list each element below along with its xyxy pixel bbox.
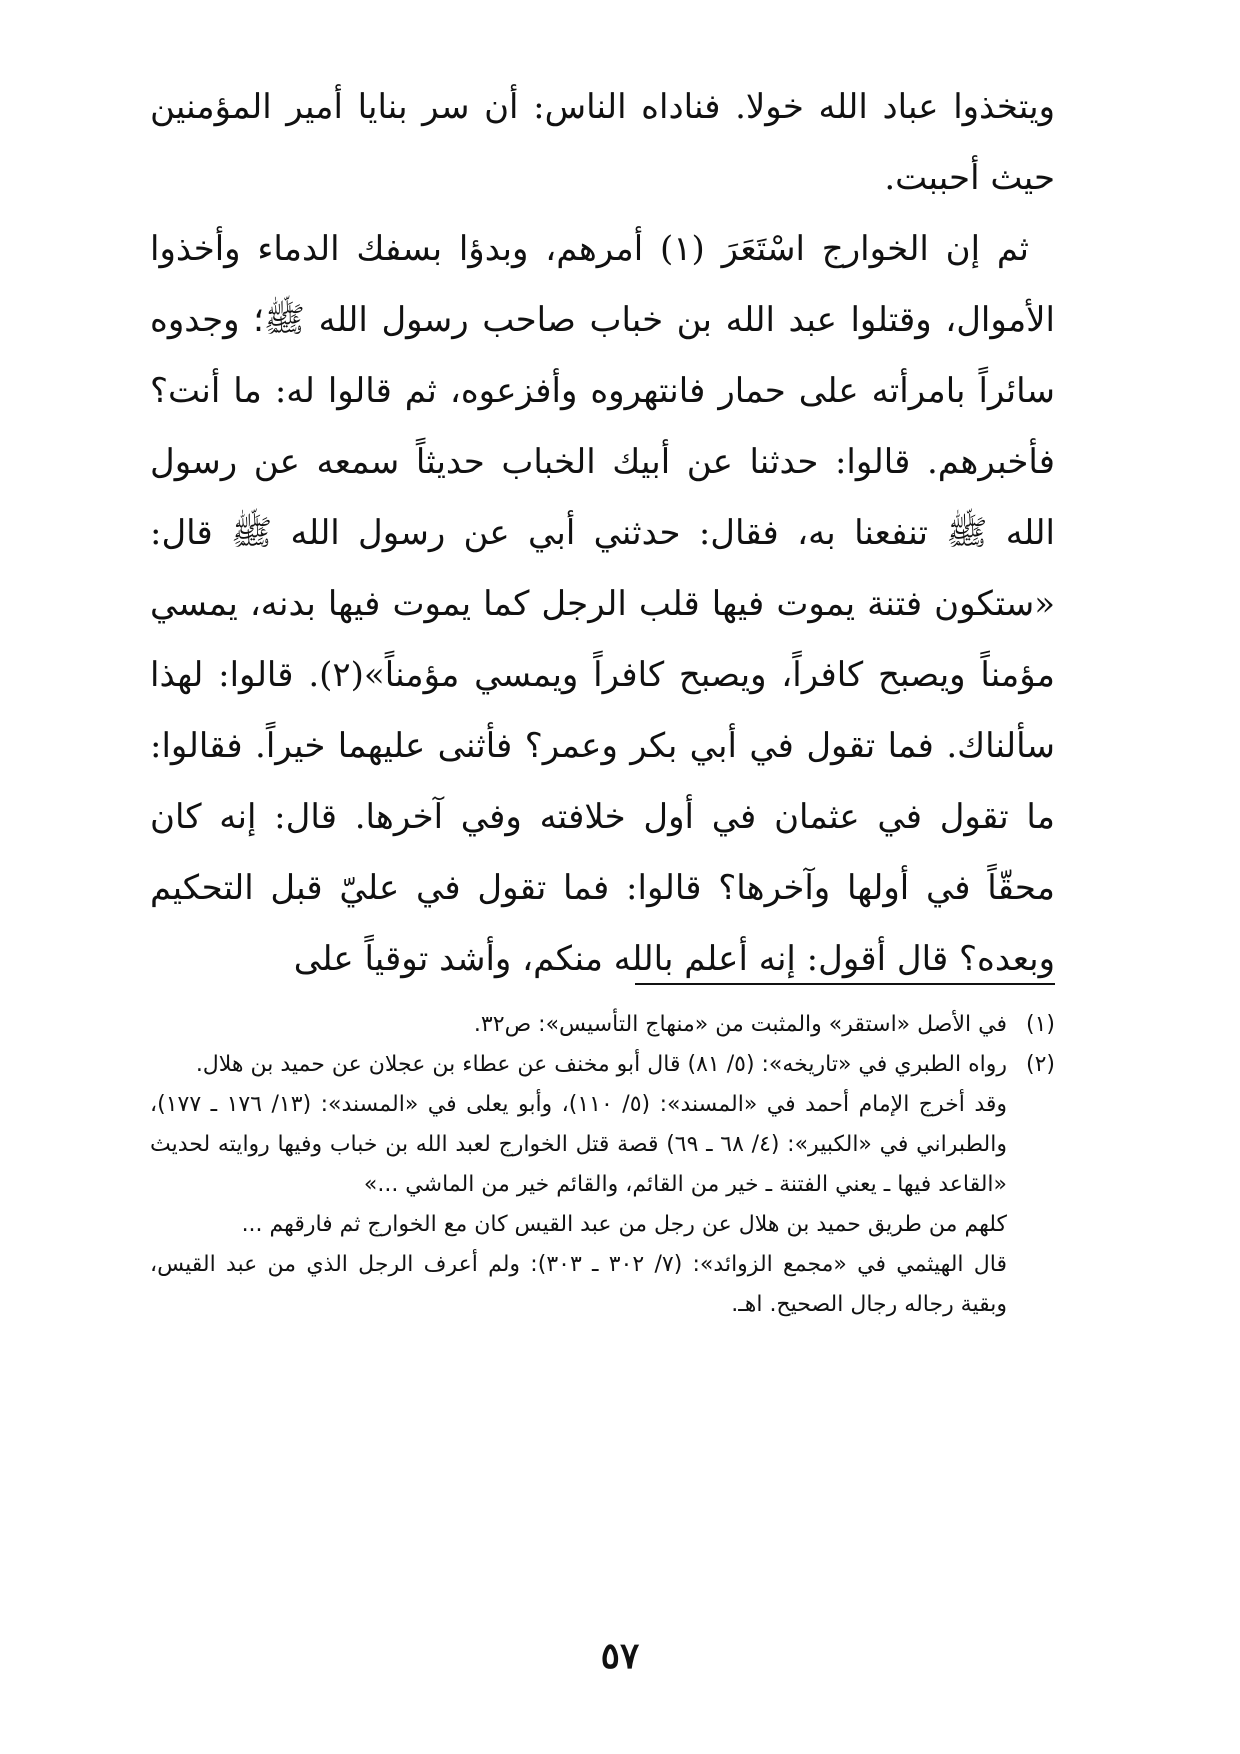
paragraph-1: ويتخذوا عباد الله خولا. فناداه الناس: أن سر بنايا أمير المؤمنين حيث أحببت.: [150, 87, 1055, 198]
footnote-1: [150, 1005, 1055, 1045]
footnote-continuation-line: قال الهيثمي في «مجمع الزوائد»: (٧/ ٣٠٢ ـ ٣٠٣): ولم أعرف الرجل الذي من عبد القيس، وبقية رجاله رجال الصحيح. اهـ.: [150, 1252, 1007, 1317]
footnote-separator: [635, 983, 1055, 985]
footnote-continuation-line: وقد أخرج الإمام أحمد في «المسند»: (٥/ ١١٠)، وأبو يعلى في «المسند»: (١٣/ ١٧٦ ـ ١٧٧)، والطبراني في «الكبير»: (٤/ ٦٨ ـ ٦٩) قصة قتل الخوارج لعبد الله بن خباب وفيها روايته لحديث «القاعد فيها ـ يعني الفتنة ـ خير من القائم، والقائم خير من الماشي ...»: [150, 1092, 1008, 1197]
footnote-continuation-line: كلهم من طريق حميد بن هلال عن رجل من عبد القيس كان مع الخوارج ثم فارقهم ...: [241, 1212, 1007, 1237]
footnote-number: (١): [1025, 1012, 1055, 1037]
footnote-2-text: رواه الطبري في «تاريخه»: (٥/ ٨١) قال أبو مخنف عن عطاء بن عجلان عن حميد بن هلال.: [195, 1052, 1007, 1077]
footnote-text: [150, 1005, 1007, 1045]
footnote-number: (٢): [1025, 1052, 1055, 1077]
footnote-2: [150, 1045, 1055, 1085]
footnote-2-continuation: [150, 1085, 1055, 1325]
footnote-text: [150, 1045, 1007, 1085]
footnote-1-text: في الأصل «استقر» والمثبت من «منهاج التأسيس»: ص٣٢.: [473, 1012, 1007, 1037]
paragraph-2: ثم إن الخوارج اسْتَعَرَ (١) أمرهم، وبدؤا بسفك الدماء وأخذوا الأموال، وقتلوا عبد الله بن خباب صاحب رسول الله ﷺ؛ وجدوه سائراً بامرأته على حمار فانتهروه وأفزعوه، ثم قالوا له: ما أنت؟ فأخبرهم. قالوا: حدثنا عن أبيك الخباب حديثاً سمعه عن رسول الله ﷺ تنفعنا به، فقال: حدثني أبي عن رسول الله ﷺ قال: «ستكون فتنة يموت فيها قلب الرجل كما يموت فيها بدنه، يمسي مؤمناً ويصبح كافراً، ويصبح كافراً ويمسي مؤمناً»(٢). قالوا: لهذا سألناك. فما تقول في أبي بكر وعمر؟ فأثنى عليهما خيراً. فقالوا: ما تقول في عثمان في أول خلافته وفي آخرها. قال: إنه كان محقّاً في أولها وآخرها؟ قالوا: فما تقول في عليّ قبل التحكيم وبعده؟ قال أقول: إنه أعلم بالله منكم، وأشد توقياً على: [150, 229, 1055, 979]
main-text-block: [150, 72, 1055, 995]
page-number: ٥٧: [600, 1635, 640, 1677]
footnotes-block: [150, 1005, 1055, 1325]
